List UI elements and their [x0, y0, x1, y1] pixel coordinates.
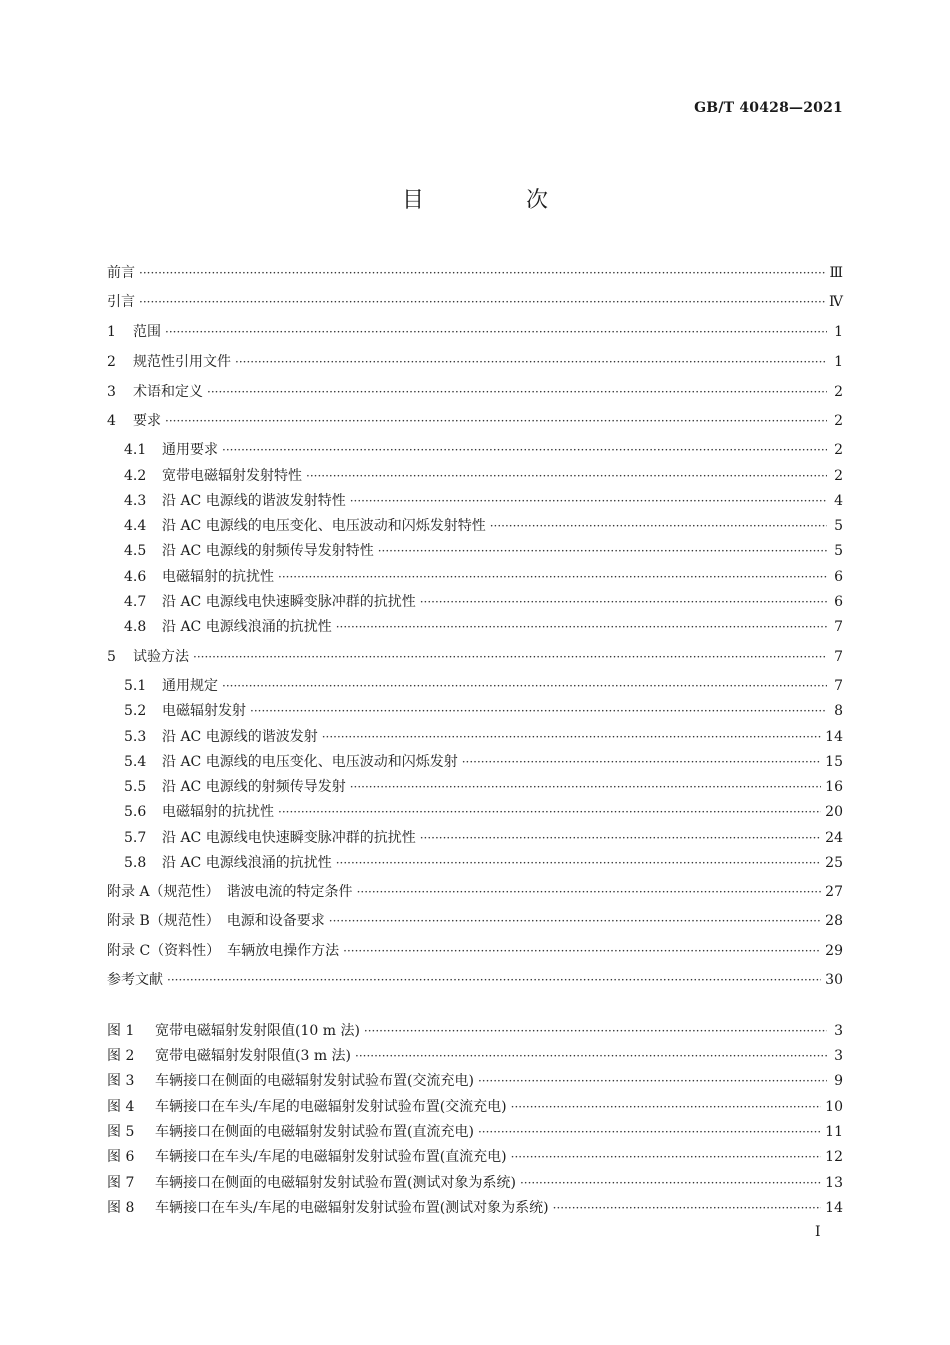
entry-page-number: 8 [834, 703, 843, 719]
entry-number: 4.4 [124, 518, 147, 534]
leader-dots [478, 1070, 827, 1092]
entry-page-number: 7 [834, 619, 843, 635]
entry-page-number: 2 [834, 442, 843, 458]
entry-title: 附录 C（资料性） 车辆放电操作方法 [107, 943, 340, 959]
entry-title: 附录 B（规范性） 电源和设备要求 [107, 913, 325, 929]
entry-number: 图 1 [107, 1023, 135, 1039]
leader-dots [165, 321, 827, 343]
entry-title: 沿 AC 电源线的电压变化、电压波动和闪烁发射特性 [162, 518, 486, 534]
entry-title: 电磁辐射的抗扰性 [162, 569, 274, 585]
leader-dots [378, 540, 827, 562]
entry-page-number: 4 [834, 493, 843, 509]
leader-dots [420, 827, 821, 849]
leader-dots [520, 1172, 821, 1194]
entry-page-number: 25 [825, 855, 843, 871]
entry-page-number: 3 [834, 1048, 843, 1064]
entry-page-number: 14 [825, 1200, 843, 1216]
entry-page-number: 9 [834, 1073, 843, 1089]
toc-entry[interactable] [107, 321, 843, 343]
entry-title: 车辆接口在车头/车尾的电磁辐射发射试验布置(交流充电) [155, 1099, 507, 1115]
entry-title: 附录 A（规范性） 谐波电流的特定条件 [107, 884, 353, 900]
figure-list-entry[interactable] [107, 1172, 843, 1194]
entry-title: 试验方法 [133, 649, 189, 665]
leader-dots [490, 515, 827, 537]
toc-entry[interactable] [107, 616, 843, 638]
toc-entry[interactable] [107, 540, 843, 562]
figure-list-entry[interactable] [107, 1197, 843, 1219]
leader-dots [139, 291, 825, 313]
entry-page-number: 5 [834, 518, 843, 534]
entry-page-number: 28 [825, 913, 843, 929]
entry-number: 图 5 [107, 1124, 135, 1140]
leader-dots [478, 1121, 821, 1143]
leader-dots [207, 381, 827, 403]
leader-dots [511, 1096, 822, 1118]
entry-title: 沿 AC 电源线的射频传导发射 [162, 779, 346, 795]
entry-title: 电磁辐射的抗扰性 [162, 804, 274, 820]
entry-number: 4.2 [124, 468, 147, 484]
toc-entry[interactable] [107, 591, 843, 613]
entry-page-number: 11 [825, 1124, 843, 1140]
entry-page-number: 6 [834, 569, 843, 585]
figure-list-entry[interactable] [107, 1070, 843, 1092]
leader-dots [139, 262, 825, 284]
entry-title: 沿 AC 电源线电快速瞬变脉冲群的抗扰性 [162, 594, 416, 610]
entry-number: 4.7 [124, 594, 147, 610]
toc-entry[interactable] [107, 410, 843, 432]
leader-dots [329, 910, 821, 932]
entry-title: 宽带电磁辐射发射限值(3 m 法) [155, 1048, 352, 1064]
leader-dots [306, 465, 827, 487]
entry-title: 沿 AC 电源线的电压变化、电压波动和闪烁发射 [162, 754, 458, 770]
toc-entry[interactable] [107, 439, 843, 461]
entry-page-number: 13 [825, 1175, 843, 1191]
entry-number: 2 [107, 354, 116, 370]
entry-title: 规范性引用文件 [133, 354, 231, 370]
entry-number: 4.6 [124, 569, 147, 585]
entry-page-number: 1 [834, 324, 843, 340]
leader-dots [167, 969, 821, 991]
entry-page-number: 15 [825, 754, 843, 770]
entry-number: 图 2 [107, 1048, 135, 1064]
entry-title: 沿 AC 电源线的谐波发射 [162, 729, 318, 745]
entry-page-number: 2 [834, 413, 843, 429]
entry-number: 图 7 [107, 1175, 135, 1191]
entry-page-number: 27 [825, 884, 843, 900]
toc-entry[interactable] [107, 940, 843, 962]
entry-number: 5.5 [124, 779, 147, 795]
page-title: 目 次 [401, 188, 588, 213]
entry-page-number: 20 [825, 804, 843, 820]
entry-page-number: 2 [834, 384, 843, 400]
leader-dots [336, 852, 821, 874]
toc-entry[interactable] [107, 852, 843, 874]
entry-page-number: 3 [834, 1023, 843, 1039]
entry-title: 沿 AC 电源线电快速瞬变脉冲群的抗扰性 [162, 830, 416, 846]
toc-entry[interactable] [107, 646, 843, 668]
toc-entry[interactable] [107, 566, 843, 588]
entry-number: 4.8 [124, 619, 147, 635]
leader-dots [278, 801, 821, 823]
entry-number: 5.7 [124, 830, 147, 846]
toc-entry[interactable] [107, 881, 843, 903]
entry-number: 5.3 [124, 729, 147, 745]
entry-title: 车辆接口在车头/车尾的电磁辐射发射试验布置(测试对象为系统) [155, 1200, 549, 1216]
entry-title: 要求 [133, 413, 161, 429]
entry-page-number: Ⅲ [829, 265, 843, 281]
leader-dots [420, 591, 827, 613]
entry-number: 4.3 [124, 493, 147, 509]
entry-title: 沿 AC 电源线浪涌的抗扰性 [162, 619, 332, 635]
figure-list-entry[interactable] [107, 1121, 843, 1143]
leader-dots [355, 1045, 827, 1067]
entry-number: 4 [107, 413, 116, 429]
figure-list-entry[interactable] [107, 1146, 843, 1168]
entry-number: 5.8 [124, 855, 147, 871]
toc-entry[interactable] [107, 465, 843, 487]
toc-entry[interactable] [107, 801, 843, 823]
entry-number: 4.1 [124, 442, 147, 458]
entry-number: 5.4 [124, 754, 147, 770]
entry-page-number: 1 [834, 354, 843, 370]
entry-title: 通用要求 [162, 442, 218, 458]
leader-dots [222, 675, 827, 697]
entry-page-number: 5 [834, 543, 843, 559]
entry-title: 前言 [107, 265, 135, 281]
leader-dots [343, 940, 821, 962]
toc-entry[interactable] [107, 490, 843, 512]
toc-entry[interactable] [107, 827, 843, 849]
entry-number: 3 [107, 384, 116, 400]
entry-number: 5.6 [124, 804, 147, 820]
entry-page-number: 12 [825, 1149, 843, 1165]
entry-page-number: Ⅳ [829, 294, 843, 310]
toc-entry[interactable] [107, 700, 843, 722]
leader-dots [357, 881, 822, 903]
figure-list-entry[interactable] [107, 1096, 843, 1118]
entry-title: 范围 [133, 324, 161, 340]
entry-page-number: 30 [825, 972, 843, 988]
entry-number: 图 8 [107, 1200, 135, 1216]
toc-entry[interactable] [107, 381, 843, 403]
leader-dots [222, 439, 827, 461]
toc-entry[interactable] [107, 675, 843, 697]
standard-number: GB/T 40428—2021 [694, 100, 843, 116]
leader-dots [511, 1146, 822, 1168]
entry-number: 图 6 [107, 1149, 135, 1165]
figure-list-entry[interactable] [107, 1020, 843, 1042]
entry-number: 4.5 [124, 543, 147, 559]
leader-dots [364, 1020, 827, 1042]
entry-number: 图 4 [107, 1099, 135, 1115]
leader-dots [336, 616, 827, 638]
leader-dots [278, 566, 827, 588]
toc-entry[interactable] [107, 969, 843, 991]
entry-page-number: 7 [834, 649, 843, 665]
leader-dots [193, 646, 827, 668]
entry-title: 沿 AC 电源线的谐波发射特性 [162, 493, 346, 509]
entry-title: 车辆接口在车头/车尾的电磁辐射发射试验布置(直流充电) [155, 1149, 507, 1165]
entry-page-number: 24 [825, 830, 843, 846]
entry-page-number: 29 [825, 943, 843, 959]
entry-page-number: 2 [834, 468, 843, 484]
entry-title: 通用规定 [162, 678, 218, 694]
leader-dots [235, 351, 827, 373]
entry-page-number: 14 [825, 729, 843, 745]
toc-entry[interactable] [107, 910, 843, 932]
toc-entry[interactable] [107, 726, 843, 748]
leader-dots [250, 700, 827, 722]
leader-dots [350, 490, 827, 512]
leader-dots [322, 726, 821, 748]
leader-dots [462, 751, 821, 773]
leader-dots [553, 1197, 822, 1219]
entry-title: 宽带电磁辐射发射特性 [162, 468, 302, 484]
entry-page-number: 6 [834, 594, 843, 610]
entry-title: 沿 AC 电源线的射频传导发射特性 [162, 543, 374, 559]
entry-number: 1 [107, 324, 116, 340]
entry-title: 参考文献 [107, 972, 163, 988]
toc-entry[interactable] [107, 515, 843, 537]
entry-title: 沿 AC 电源线浪涌的抗扰性 [162, 855, 332, 871]
entry-page-number: 10 [825, 1099, 843, 1115]
entry-number: 5.2 [124, 703, 147, 719]
entry-title: 车辆接口在侧面的电磁辐射发射试验布置(测试对象为系统) [155, 1175, 516, 1191]
leader-dots [350, 776, 821, 798]
leader-dots [165, 410, 827, 432]
figure-list-entry[interactable] [107, 1045, 843, 1067]
entry-title: 车辆接口在侧面的电磁辐射发射试验布置(直流充电) [155, 1124, 474, 1140]
entry-title: 引言 [107, 294, 135, 310]
entry-number: 图 3 [107, 1073, 135, 1089]
toc-entry[interactable] [107, 776, 843, 798]
entry-number: 5.1 [124, 678, 147, 694]
entry-title: 宽带电磁辐射发射限值(10 m 法) [155, 1023, 360, 1039]
toc-entry[interactable] [107, 262, 843, 284]
entry-title: 电磁辐射发射 [162, 703, 246, 719]
toc-entry[interactable] [107, 291, 843, 313]
toc-entry[interactable] [107, 751, 843, 773]
entry-title: 车辆接口在侧面的电磁辐射发射试验布置(交流充电) [155, 1073, 474, 1089]
entry-number: 5 [107, 649, 116, 665]
entry-page-number: 7 [834, 678, 843, 694]
page-number: Ⅰ [815, 1224, 821, 1240]
toc-entry[interactable] [107, 351, 843, 373]
entry-title: 术语和定义 [133, 384, 203, 400]
entry-page-number: 16 [825, 779, 843, 795]
